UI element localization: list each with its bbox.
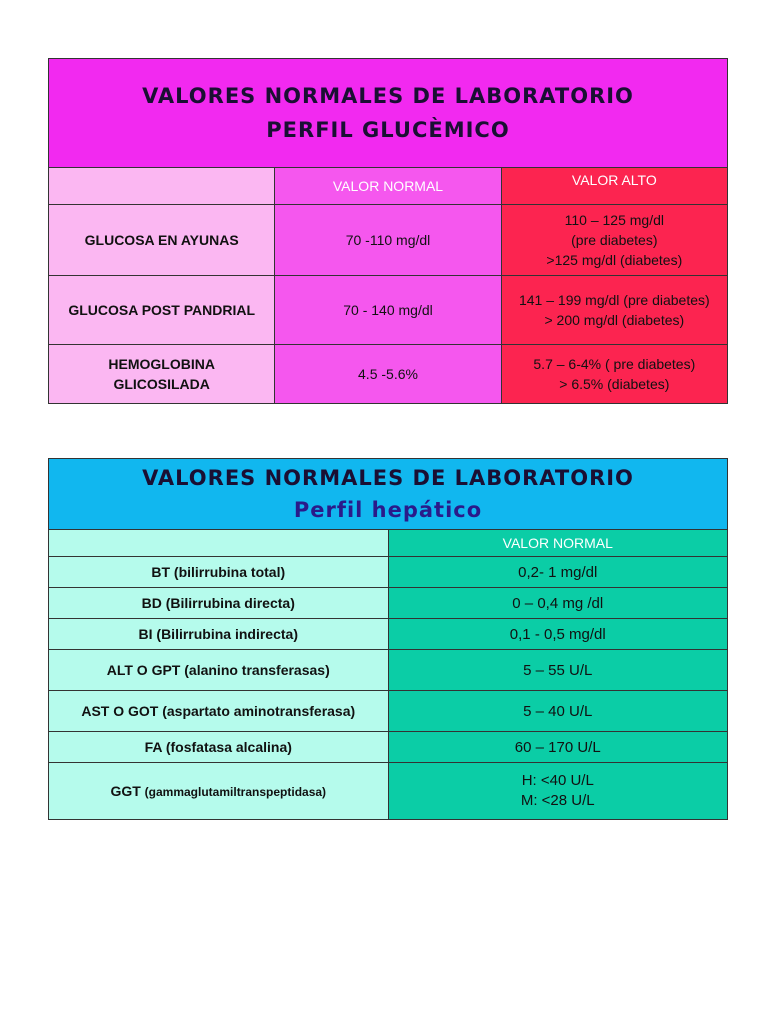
high-value-line: > 200 mg/dl (diabetes) <box>544 312 685 328</box>
normal-value: 5 – 55 U/L <box>388 650 728 691</box>
normal-value: 0,1 - 0,5 mg/dl <box>388 619 728 650</box>
table-row <box>49 650 728 691</box>
table-row <box>49 763 728 820</box>
normal-value: 0 – 0,4 mg /dl <box>388 588 728 619</box>
test-name-line: HEMOGLOBINA <box>108 356 215 372</box>
test-name: GLUCOSA POST PANDRIAL <box>49 276 275 345</box>
hepatic-title <box>49 459 728 530</box>
high-value-line: > 6.5% (diabetes) <box>559 376 670 392</box>
header-empty-cell <box>49 168 275 205</box>
high-value-line: >125 mg/dl (diabetes) <box>546 252 683 268</box>
test-name: AST O GOT (aspartato aminotransferasa) <box>49 691 389 732</box>
normal-value: 5 – 40 U/L <box>388 691 728 732</box>
test-name-detail: (gammaglutamiltranspeptidasa) <box>144 785 327 799</box>
high-value-line: (pre diabetes) <box>571 232 658 248</box>
high-value-line: 110 – 125 mg/dl <box>564 212 665 228</box>
table-row <box>49 276 728 345</box>
hepatic-header-row <box>49 530 728 557</box>
table-row <box>49 345 728 404</box>
header-empty-cell <box>49 530 389 557</box>
normal-value-line: H: <40 U/L <box>521 772 594 789</box>
table-row <box>49 732 728 763</box>
high-value <box>501 276 727 345</box>
glucemic-profile-table <box>48 58 728 404</box>
high-value <box>501 345 727 404</box>
table-row <box>49 588 728 619</box>
hepatic-title-line1: VALORES NORMALES DE LABORATORIO <box>142 466 634 490</box>
test-name <box>49 763 389 820</box>
glucemic-title-line2: PERFIL GLUCÈMICO <box>266 118 510 142</box>
header-valor-normal: VALOR NORMAL <box>275 168 501 205</box>
test-name: BI (Bilirrubina indirecta) <box>49 619 389 650</box>
test-name: BD (Bilirrubina directa) <box>49 588 389 619</box>
table-row <box>49 557 728 588</box>
hepatic-profile-table <box>48 458 728 820</box>
hepatic-title-line2: Perfil hepático <box>293 498 483 522</box>
test-name: BT (bilirrubina total) <box>49 557 389 588</box>
glucemic-title <box>49 59 728 168</box>
header-valor-alto: VALOR ALTO <box>501 168 727 205</box>
test-name <box>49 345 275 404</box>
test-name: GLUCOSA EN AYUNAS <box>49 205 275 276</box>
test-name: ALT O GPT (alanino transferasas) <box>49 650 389 691</box>
normal-value: 60 – 170 U/L <box>388 732 728 763</box>
normal-value: 0,2- 1 mg/dl <box>388 557 728 588</box>
glucemic-header-row <box>49 168 728 205</box>
normal-value-line: M: <28 U/L <box>520 792 595 809</box>
table-row <box>49 205 728 276</box>
normal-value <box>388 763 728 820</box>
high-value <box>501 205 727 276</box>
high-value-line: 141 – 199 mg/dl (pre diabetes) <box>518 292 710 308</box>
normal-value: 4.5 -5.6% <box>275 345 501 404</box>
test-name: FA (fosfatasa alcalina) <box>49 732 389 763</box>
normal-value: 70 -110 mg/dl <box>275 205 501 276</box>
normal-value: 70 - 140 mg/dl <box>275 276 501 345</box>
test-name-prefix: GGT <box>110 783 141 799</box>
test-name-line: GLICOSILADA <box>113 376 210 392</box>
glucemic-title-line1: VALORES NORMALES DE LABORATORIO <box>142 84 634 108</box>
table-row <box>49 619 728 650</box>
header-valor-normal: VALOR NORMAL <box>388 530 728 557</box>
table-row <box>49 691 728 732</box>
high-value-line: 5.7 – 6-4% ( pre diabetes) <box>533 356 696 372</box>
